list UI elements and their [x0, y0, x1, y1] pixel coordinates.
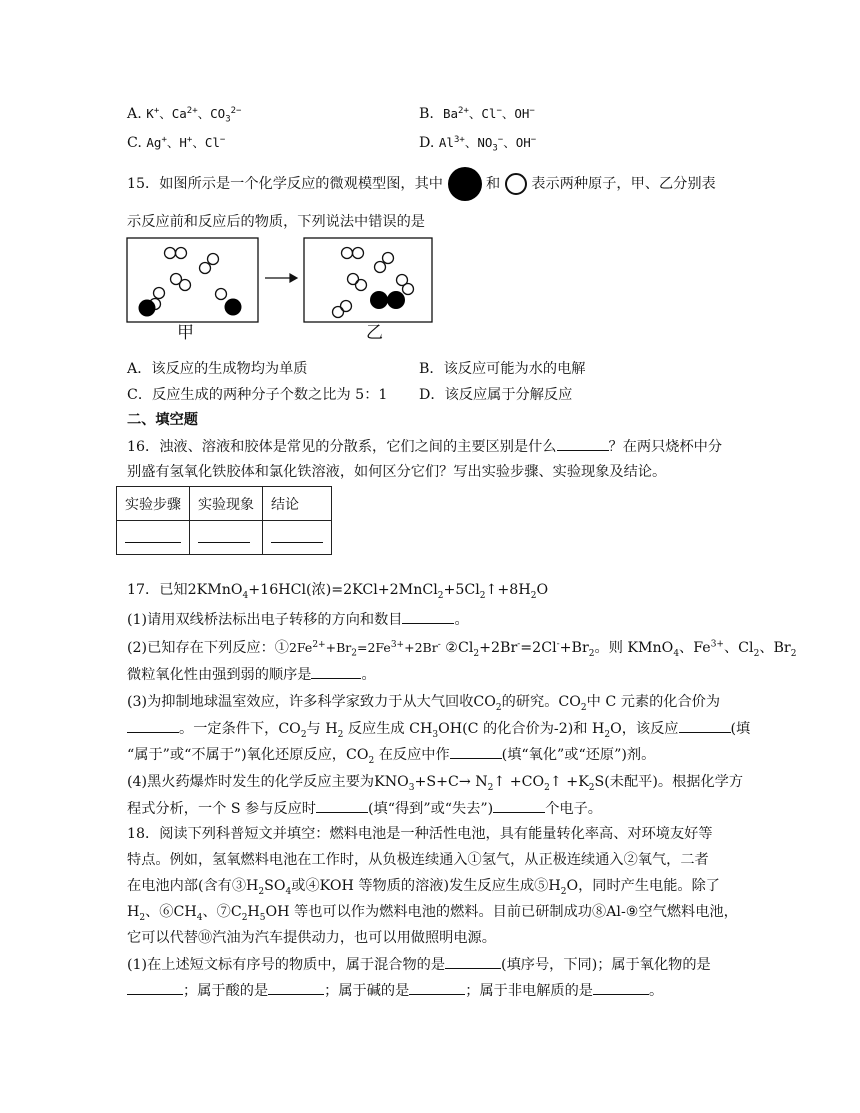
black-atom — [387, 291, 405, 309]
black-atom — [139, 300, 156, 317]
black-atom — [370, 291, 388, 309]
table-header: 实验现象 — [190, 487, 263, 521]
answer-blank[interactable] — [190, 521, 263, 555]
q18-line2: 特点。例如，氢氧燃料电池在工作时，从负极连续通入①氢气，从正极连续通入②氧气，二者 — [127, 852, 709, 868]
section-title: 二、填空题 — [127, 412, 198, 428]
q15-option-b: B．该反应可能为水的电解 — [419, 361, 586, 377]
q18-line3: 在电池内部(含有$③H_2SO_4$或④KOH 等物质的溶液)发生反应生成$⑤H_2O$，同时产生电能。除了 — [127, 878, 720, 897]
q17-part3-line3: “属于”或“不属于”)氧化还原反应，$CO_2$ 在反应中作 (填“氧化”或“还原”)剂。 — [127, 744, 655, 765]
q18-line5: 它可以代替⑩汽油为汽车提供动力，也可以用做照明电源。 — [127, 930, 496, 946]
black-atom — [225, 299, 242, 316]
q14-option-d: D. $Al^{3+}$、$NO_3^-$、OH− — [419, 134, 537, 154]
q17-part2: (2)已知存在下列反应：$①2Fe^{2+}+Br_2=2Fe^{3+}+2Br^-$ $②Cl_2+2Br^-=2Cl^-+Br_2$。则 KMnO$_4$、$Fe^{3+}$、$Cl_2$、$Br_2$ — [127, 639, 797, 659]
answer-blank[interactable] — [117, 521, 190, 555]
after-box — [304, 238, 432, 322]
q14-option-b: B. $Ba^{2+}$、Cl−、OH− — [419, 105, 535, 122]
arrow-icon — [265, 274, 297, 282]
q17-part4-line1: (4)黑火药爆炸时发生的化学反应主要为$KNO_3+S+C\to$ $N_2↑$ $+CO_2↑ +K_2S$(未配平)。根据化学方 — [127, 774, 744, 793]
answer-blank[interactable] — [263, 521, 332, 555]
reaction-model-diagram — [125, 235, 435, 350]
label-after: 乙 — [366, 323, 383, 343]
q18-line4: $H_2$、$⑥CH_4$、$⑦C_2H_5OH$ 等也可以作为燃料电池的燃料。目前已研制成功⑧Al-⑨空气燃料电池， — [127, 904, 738, 923]
q17-part3-line2: 。一定条件下，$CO_2$与 $H_2$ 反应生成 $CH_3OH(C$ 的化合价为-2)和 $H_2O$，该反应 (填 — [127, 718, 750, 739]
q14-option-a: A. K+、$Ca^{2+}$、$CO_3^{2-}$ — [127, 105, 242, 125]
q18-line1: 18．阅读下列科普短文并填空：燃料电池是一种活性电池，具有能量转化率高、对环境友好等 — [127, 826, 713, 842]
q17-part1: (1)请用双线桥法标出电子转移的方向和数目 。 — [127, 609, 469, 630]
q17-part4-line2: 程式分析，一个 S 参与反应时 (填“得到”或“失去”) 个电子。 — [127, 798, 602, 819]
q17-part2-line2: 微粒氧化性由强到弱的顺序是 。 — [127, 664, 376, 685]
q14-option-c: C. Ag+、H+、Cl− — [127, 134, 226, 151]
q17-part3-line1: (3)为抑制地球温室效应，许多科学家致力于从大气回收$CO_2$的研究。$CO_2$中 C 元素的化合价为 — [127, 694, 721, 713]
q15-stem: 15．如图所示是一个化学反应的微观模型图，其中 和 表示两种原子，甲、乙分别表 — [127, 166, 716, 202]
white-atom-icon — [505, 173, 527, 195]
q15-stem-line2: 示反应前和反应后的物质，下列说法中错误的是 — [127, 214, 425, 230]
q17-stem: 17．已知2KMnO$_4$+16HCl(浓)$=2KCl+2MnCl_2+5Cl_2↑+8H_2O$ — [127, 582, 549, 601]
q15-option-d: D．该反应属于分解反应 — [419, 387, 573, 403]
table-header: 结论 — [263, 487, 332, 521]
q16-line1: 16．浊液、溶液和胶体是常见的分散系，它们之间的主要区别是什么 ？在两只烧杯中分 — [127, 436, 722, 457]
label-before: 甲 — [177, 323, 194, 343]
table-header: 实验步骤 — [117, 487, 190, 521]
q17-equation: 2KMnO$_4$+16HCl(浓)$=2KCl+2MnCl_2+5Cl_2↑+8H_2O$ — [187, 582, 549, 601]
black-atom-icon — [448, 167, 482, 201]
q16-line2: 别盛有氢氧化铁胶体和氯化铁溶液，如何区分它们？写出实验步骤、实验现象及结论。 — [127, 464, 667, 480]
q18-part1-line1: (1)在上述短文标有序号的物质中，属于混合物的是 (填序号，下同)；属于氧化物的是 — [127, 954, 711, 975]
experiment-table — [116, 486, 332, 555]
q15-option-c: C．反应生成的两种分子个数之比为 5：1 — [127, 387, 388, 403]
q18-part1-line2: ；属于酸的是 ；属于碱的是 ；属于非电解质的是 。 — [127, 980, 663, 1001]
q15-option-a: A．该反应的生成物均为单质 — [127, 361, 308, 377]
